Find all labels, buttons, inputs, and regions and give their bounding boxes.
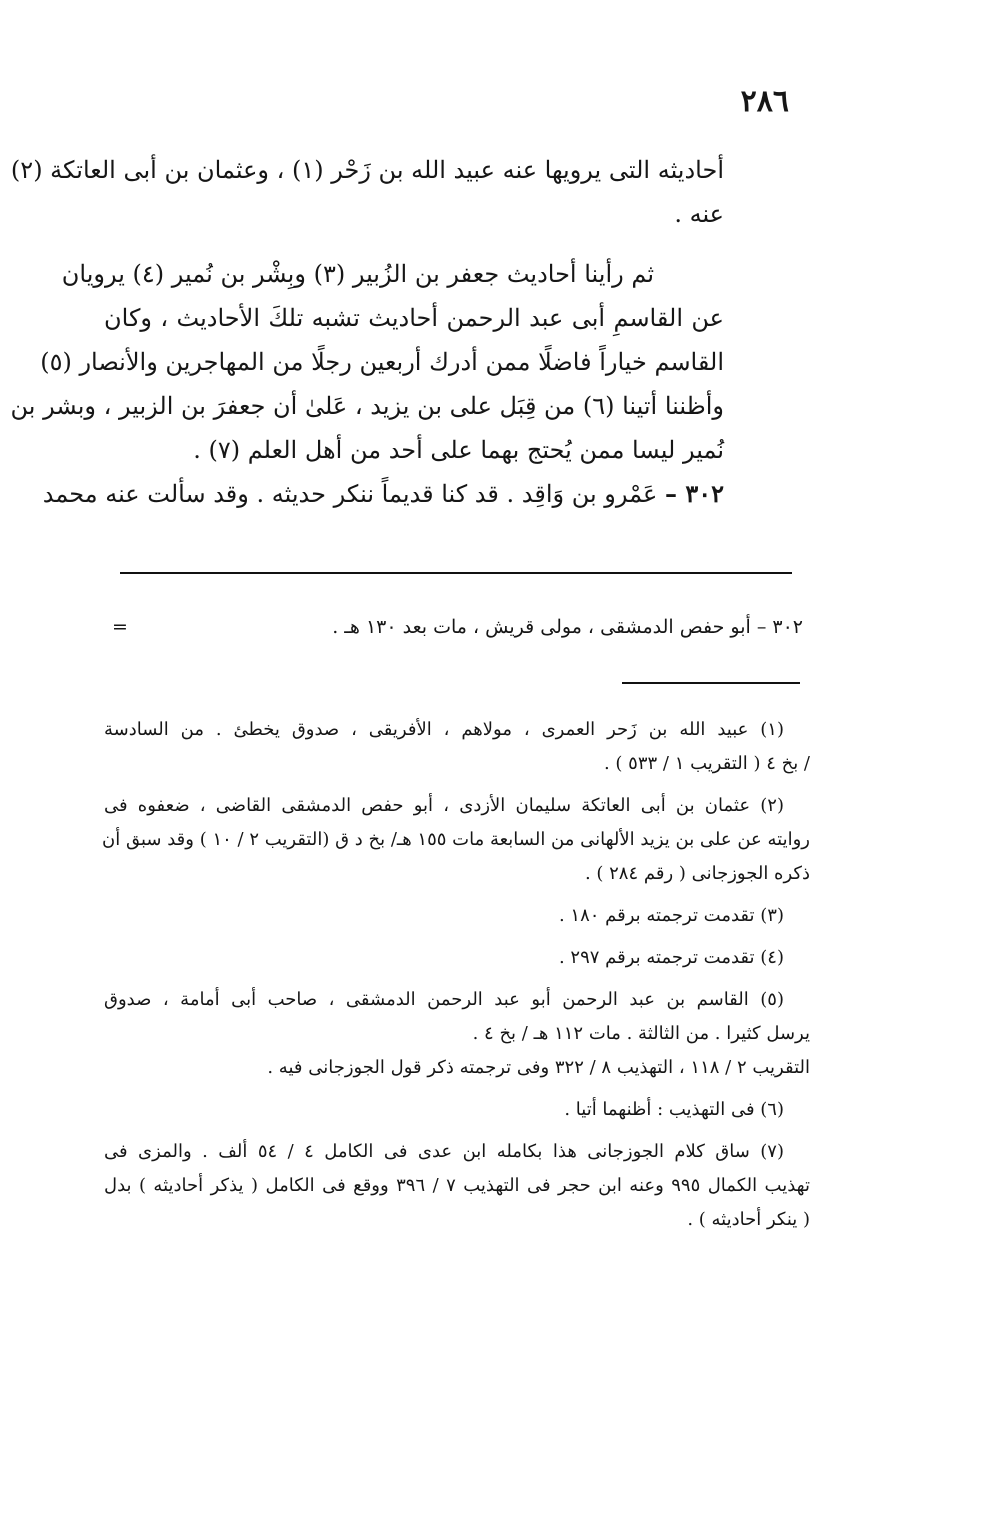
footnote-line: (٦) فى التهذيب : أظنهما أتيا . (564, 1099, 784, 1120)
main-text-line: عن القاسمِ أبى عبد الرحمن أحاديث تشبه تلكَ الأحاديث ، وكان (104, 304, 724, 332)
footnote-short-divider (622, 682, 800, 684)
footnote-line: (٤) تقدمت ترجمته برقم ٢٩٧ . (558, 947, 784, 968)
footnotes-block (104, 713, 810, 1237)
main-text-line: القاسم خياراً فاضلًا ممن أدرك أربعين رجلًا من المهاجرين والأنصار (٥) (40, 348, 724, 376)
main-text-line: ثم رأينا أحاديث جعفر بن الزُبير (٣) وبِشْر بن نُمير (٤) يرويان (61, 260, 654, 288)
footnote-line: روايته عن على بن يزيد الألهانى من السابعة مات ١٥٥ هـ/ بخ د ق (التقريب ٢ / ١٠ ) وقد سبق أن (102, 829, 810, 850)
footnote-line: (١) عبيد الله بن زَحر العمرى ، مولاهم ، الأفريقى ، صدوق يخطئ . من السادسة (104, 719, 784, 740)
footnote-line: ذكره الجوزجانى ( رقم ٢٨٤ ) . (584, 863, 810, 884)
footnote-line: (٧) ساق كلام الجوزجانى هذا بكامله ابن عدى فى الكامل ٤ / ٥٤ ألف . والمزى فى (104, 1141, 784, 1162)
footnote-line: (٣) تقدمت ترجمته برقم ١٨٠ . (558, 905, 784, 926)
footnote-line: يرسل كثيرا . من الثالثة . مات ١١٢ هـ / بخ ٤ . (472, 1023, 810, 1044)
footnote-line: (٥) القاسم بن عبد الرحمن أبو عبد الرحمن الدمشقى ، صاحب أبى أمامة ، صدوق (104, 989, 784, 1010)
main-text-line: نُمير ليسا ممن يُحتج بهما على أحد من أهل العلم (٧) . (193, 436, 724, 464)
entry-heading-line (42, 472, 724, 516)
continuation-mark: = (112, 616, 128, 638)
main-text-line: عنه . (674, 200, 724, 228)
main-text-line: أحاديثه التى يرويها عنه عبيد الله بن زَحْر (١) ، وعثمان بن أبى العاتكة (٢) (10, 156, 724, 184)
footnote-line: التقريب ٢ / ١١٨ ، التهذيب ٨ / ٣٢٢ وفى ترجمته ذكر قول الجوزجانى فيه . (267, 1057, 810, 1078)
footnote-line: / بخ ٤ ( التقريب ١ / ٥٣٣ ) . (603, 753, 810, 774)
entry-number: ٣٠٢ – (664, 479, 724, 508)
entry-text: عَمْرو بن وَاقِد . قد كنا قديماً ننكر حديثه . وقد سألت عنه محمد (42, 480, 658, 508)
page-number: ٢٨٦ (740, 84, 789, 119)
footnote-line: (٢) عثمان بن أبى العاتكة سليمان الأزدى ، أبو حفص الدمشقى القاضى ، ضعفوه فى (104, 795, 784, 816)
footnote-divider (120, 572, 792, 574)
entry-summary-note: ٣٠٢ – أبو حفص الدمشقى ، مولى قريش ، مات بعد ١٣٠ هـ . (332, 616, 803, 638)
footnote-line: ( ينكر أحاديثه ) . (687, 1209, 810, 1230)
main-text-line: وأظننا أتينا (٦) من قِبَل على بن يزيد ، عَلىٰ أن جعفرَ بن الزبير ، وبشر بن (10, 392, 724, 420)
footnote-line: تهذيب الكمال ٩٩٥ وعنه ابن حجر فى التهذيب ٧ / ٣٩٦ ووقع فى الكامل ( يذكر أحاديثه ) بدل (104, 1175, 810, 1196)
main-text-block (10, 148, 724, 516)
